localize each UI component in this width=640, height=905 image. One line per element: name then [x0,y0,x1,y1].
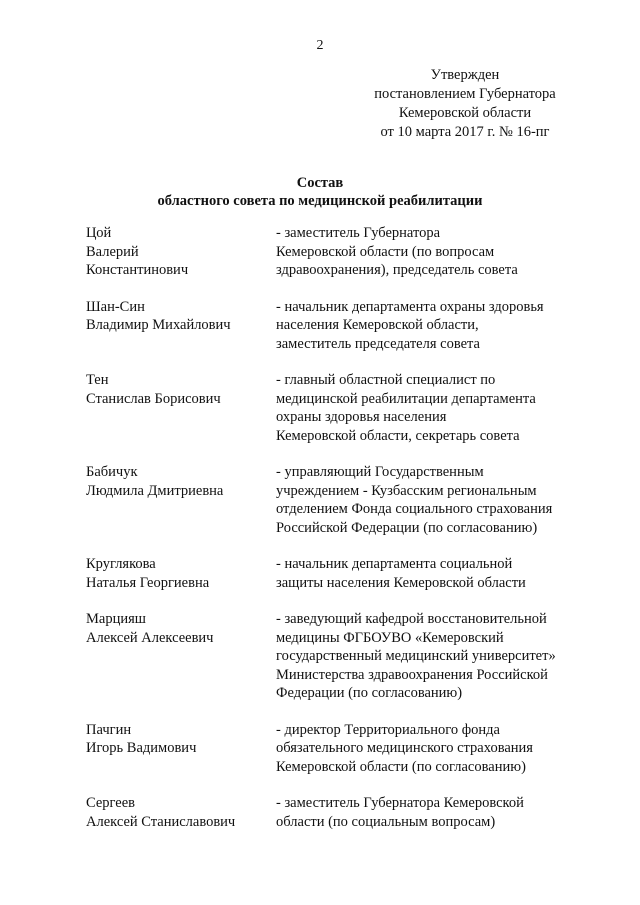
member-role [276,555,586,592]
member-name-line: Наталья Георгиевна [86,574,210,591]
member-row [86,794,586,831]
member-role-line: заместитель председателя совета [276,335,480,352]
member-row [86,371,586,445]
member-name-line: Круглякова [86,556,156,572]
member-role-line: государственный медицинский университет» [276,648,556,664]
member-role [276,794,586,831]
member-role-line: - главный областной специалист по [276,372,496,388]
member-name-line: Валерий [86,243,139,260]
member-name-line: Алексей Алексеевич [86,629,214,646]
member-role [276,224,586,280]
member-name [86,463,276,537]
member-name-line: Бабичук [86,464,138,480]
member-name-line: Алексей Станиславович [86,813,236,830]
member-name [86,298,276,354]
member-role-line: Кемеровской области, секретарь совета [276,427,520,444]
member-row [86,463,586,537]
title-line-2: областного совета по медицинской реабилитации [157,193,483,209]
member-role-line: - управляющий Государственным [276,464,484,480]
members-list [86,224,586,849]
member-role-line: области (по социальным вопросам) [276,813,496,830]
member-name-line: Станислав Борисович [86,390,221,407]
member-role-line: - начальник департамента охраны здоровья [276,298,544,315]
member-role-line: медицинской реабилитации департамента [276,390,536,407]
member-role-line: отделением Фонда социального страхования [276,501,553,517]
approval-line: Кемеровской области [398,105,532,121]
document-title [0,174,640,210]
member-role-line: Министерства здравоохранения Российской [276,666,548,683]
member-role [276,371,586,445]
member-name-line: Сергеев [86,795,136,811]
member-role-line: Федерации (по согласованию) [276,685,463,701]
member-row [86,610,586,703]
approval-line: от 10 марта 2017 г. № 16-пг [380,124,550,140]
member-row [86,555,586,592]
member-role-line: охраны здоровья населения [276,409,447,425]
member-name-line: Людмила Дмитриевна [86,482,224,499]
member-name [86,610,276,703]
member-name-line: Пачгин [86,721,132,738]
member-name-line: Цой [86,225,112,241]
member-role-line: медицины ФГБОУВО «Кемеровский [276,629,504,646]
member-role-line: - заместитель Губернатора [276,225,441,241]
member-role-line: здравоохранения), председатель совета [276,262,518,278]
title-line-1: Состав [296,175,344,191]
member-role-line: Кемеровской области (по вопросам [276,243,495,260]
member-role [276,610,586,703]
member-name [86,794,276,831]
member-role [276,721,586,777]
member-name-line: Шан-Син [86,298,145,315]
member-name [86,555,276,592]
member-role-line: - начальник департамента социальной [276,556,513,572]
member-role-line: учреждением - Кузбасским региональным [276,482,537,499]
member-name [86,224,276,280]
member-name-line: Тен [86,372,109,388]
member-role [276,298,586,354]
member-role-line: обязательного медицинского страхования [276,740,533,756]
member-role-line: - директор Территориального фонда [276,721,500,738]
member-row [86,298,586,354]
approval-line: Утвержден [430,67,500,83]
member-role-line: - заместитель Губернатора Кемеровской [276,795,524,811]
approval-block [340,66,590,142]
member-name-line: Марцияш [86,611,146,627]
member-role-line: населения Кемеровской области, [276,317,479,333]
approval-line: постановлением Губернатора [374,86,556,102]
member-name [86,371,276,445]
member-name-line: Игорь Вадимович [86,740,197,756]
page-number: 2 [316,38,324,53]
member-name-line: Владимир Михайлович [86,317,231,333]
member-row [86,224,586,280]
member-role-line: - заведующий кафедрой восстановительной [276,611,547,627]
member-name-line: Константинович [86,262,189,278]
member-role-line: Российской Федерации (по согласованию) [276,519,538,536]
member-role-line: Кемеровской области (по согласованию) [276,758,526,775]
member-role [276,463,586,537]
member-name [86,721,276,777]
member-row [86,721,586,777]
member-role-line: защиты населения Кемеровской области [276,574,526,591]
